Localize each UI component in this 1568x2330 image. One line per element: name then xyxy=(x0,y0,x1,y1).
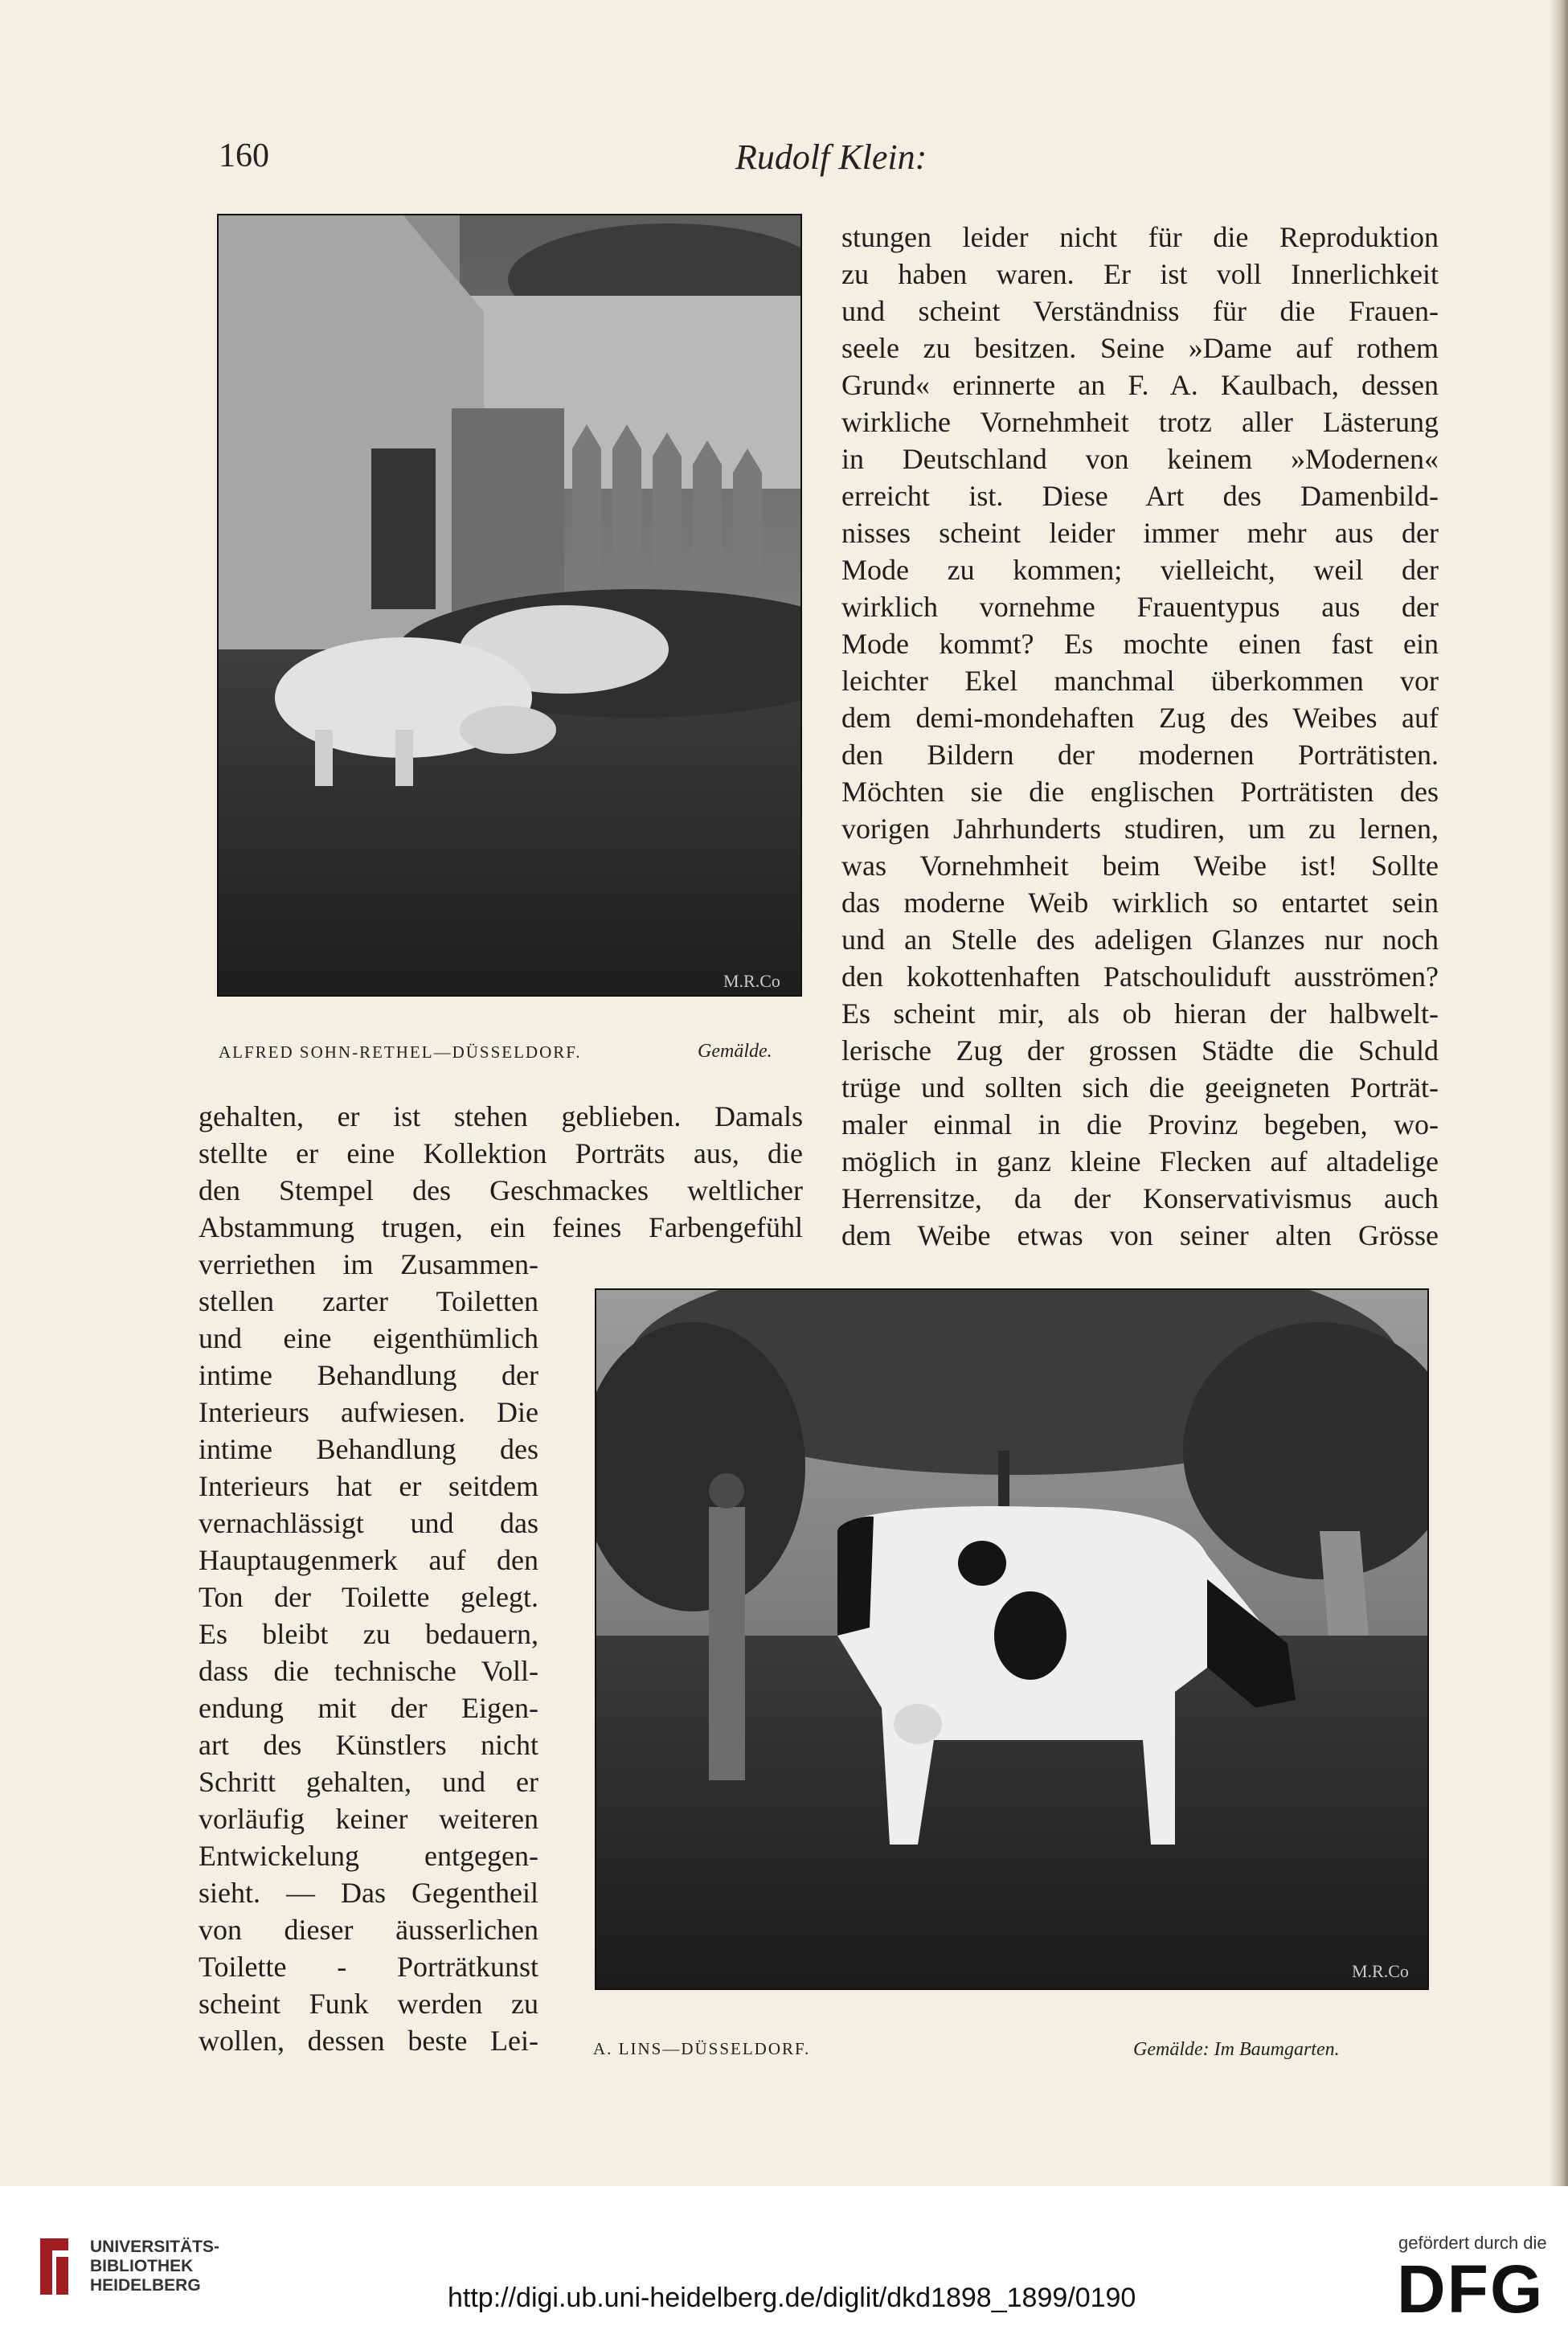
text-line: Schritt gehalten, und er xyxy=(199,1766,538,1798)
text-line: Abstammung trugen, ein feines Farbengefühl xyxy=(199,1211,803,1243)
figure-1-caption-artist: ALFRED SOHN-RETHEL—DÜSSELDORF. xyxy=(219,1042,582,1062)
text-line: dass die technische Voll- xyxy=(199,1655,538,1687)
text-line: vorläufig keiner weiteren xyxy=(199,1803,538,1835)
text-line: Interieurs aufwiesen. Die xyxy=(199,1396,538,1428)
text-line: verriethen im Zusammen- xyxy=(199,1248,538,1280)
figure-2-monogram: M.R.Co xyxy=(1352,1961,1409,1981)
text-line: den Bildern der modernen Porträtisten. xyxy=(841,739,1439,771)
text-line: in Deutschland von keinem »Modernen« xyxy=(841,443,1439,475)
text-line: leichter Ekel manchmal überkommen vor xyxy=(841,665,1439,697)
text-line: das moderne Weib wirklich so entartet sein xyxy=(841,887,1439,919)
text-line: wirkliche Vornehmheit trotz aller Lästerung xyxy=(841,406,1439,438)
text-line: intime Behandlung des xyxy=(199,1433,538,1465)
running-title: Rudolf Klein: xyxy=(735,137,927,177)
text-line: Hauptaugenmerk auf den xyxy=(199,1544,538,1576)
figure-pigs-painting xyxy=(217,214,802,997)
text-line: Toilette - Porträtkunst xyxy=(199,1951,538,1983)
text-line: zu haben waren. Er ist voll Innerlichkeit xyxy=(841,258,1439,290)
page-number: 160 xyxy=(219,137,269,174)
text-line: den Stempel des Geschmackes weltlicher xyxy=(199,1174,803,1206)
text-line: Entwickelung entgegen- xyxy=(199,1840,538,1872)
figure-1-caption-type: Gemälde. xyxy=(698,1041,772,1062)
text-line: möglich in ganz kleine Flecken auf altadelige xyxy=(841,1145,1439,1177)
library-line: UNIVERSITÄTS- xyxy=(90,2238,220,2256)
text-line: intime Behandlung der xyxy=(199,1359,538,1391)
text-line: dem demi-mondehaften Zug des Weibes auf xyxy=(841,702,1439,734)
text-line: von dieser äusserlichen xyxy=(199,1914,538,1946)
text-line: stungen leider nicht für die Reproduktion xyxy=(841,221,1439,253)
text-line: Mode kommt? Es mochte einen fast ein xyxy=(841,628,1439,660)
text-line: nisses scheint leider immer mehr aus der xyxy=(841,517,1439,549)
text-line: Grund« erinnerte an F. A. Kaulbach, dessen xyxy=(841,369,1439,401)
text-line: sieht. — Das Gegentheil xyxy=(199,1877,538,1909)
text-line: wirklich vornehme Frauentypus aus der xyxy=(841,591,1439,623)
text-line: endung mit der Eigen- xyxy=(199,1692,538,1724)
text-line: seele zu besitzen. Seine »Dame auf rothem xyxy=(841,332,1439,364)
permalink[interactable]: http://digi.ub.uni-heidelberg.de/diglit/dkd1898_1899/0190 xyxy=(448,2283,1136,2313)
text-line: art des Künstlers nicht xyxy=(199,1729,538,1761)
library-line: HEIDELBERG xyxy=(90,2276,201,2295)
text-line: und scheint Verständniss für die Frauen- xyxy=(841,295,1439,327)
library-name xyxy=(90,2238,219,2295)
text-line: stellte er eine Kollektion Porträts aus, die xyxy=(199,1137,803,1169)
sponsor-text: gefördert durch die xyxy=(1398,2233,1547,2253)
text-line: und eine eigenthümlich xyxy=(199,1322,538,1354)
text-line: Herrensitze, da der Konservativismus auch xyxy=(841,1182,1439,1214)
text-line: vorigen Jahrhunderts studiren, um zu lernen, xyxy=(841,813,1439,845)
text-line: lerische Zug der grossen Städte die Schuld xyxy=(841,1034,1439,1067)
text-line: gehalten, er ist stehen geblieben. Damals xyxy=(199,1100,803,1132)
library-logo-icon xyxy=(32,2234,76,2299)
text-line: Ton der Toilette gelegt. xyxy=(199,1581,538,1613)
figure-2-caption-artist: A. LINS—DÜSSELDORF. xyxy=(593,2039,811,2058)
text-line: stellen zarter Toiletten xyxy=(199,1285,538,1317)
figure-2-caption-type: Gemälde: Im Baumgarten. xyxy=(1133,2039,1340,2060)
text-line: Interieurs hat er seitdem xyxy=(199,1470,538,1502)
text-line: den kokottenhaften Patschouliduft ausströmen? xyxy=(841,960,1439,993)
text-line: dem Weibe etwas von seiner alten Grösse xyxy=(841,1219,1439,1251)
text-line: maler einmal in die Provinz begeben, wo- xyxy=(841,1108,1439,1140)
text-line: scheint Funk werden zu xyxy=(199,1988,538,2020)
text-line: Möchten sie die englischen Porträtisten des xyxy=(841,776,1439,808)
figure-cow-painting xyxy=(595,1288,1429,1990)
figure-1-monogram: M.R.Co xyxy=(723,971,780,991)
text-line: vernachlässigt und das xyxy=(199,1507,538,1539)
text-line: Es bleibt zu bedauern, xyxy=(199,1618,538,1650)
text-line: was Vornehmheit beim Weibe ist! Sollte xyxy=(841,850,1439,882)
text-line: trüge und sollten sich die geeigneten Porträt- xyxy=(841,1071,1439,1104)
text-line: Es scheint mir, als ob hieran der halbwelt- xyxy=(841,997,1439,1030)
text-line: erreicht ist. Diese Art des Damenbild- xyxy=(841,480,1439,512)
dfg-logo: DFG xyxy=(1397,2251,1545,2327)
page-edge xyxy=(1549,0,1568,2186)
text-line: wollen, dessen beste Lei- xyxy=(199,2025,538,2057)
text-line: Mode zu kommen; vielleicht, weil der xyxy=(841,554,1439,586)
text-line: und an Stelle des adeligen Glanzes nur noch xyxy=(841,923,1439,956)
library-line: BIBLIOTHEK xyxy=(90,2257,194,2275)
